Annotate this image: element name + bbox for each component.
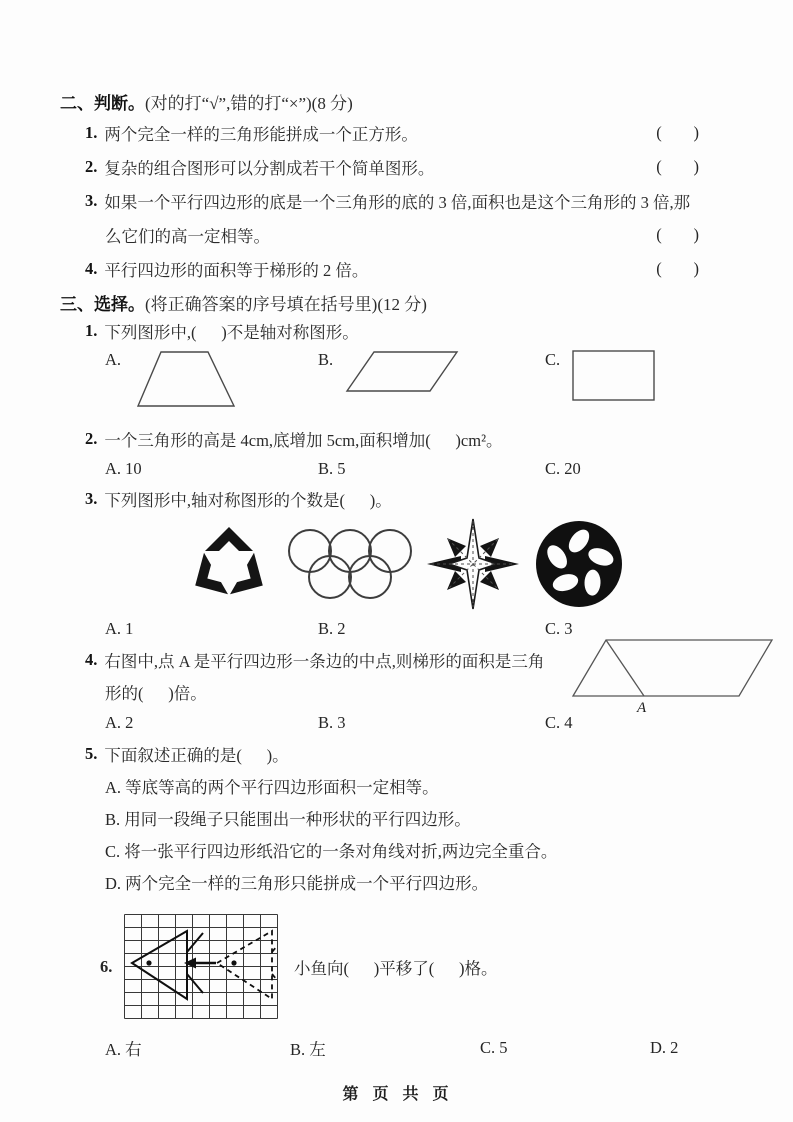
choice-q2-options xyxy=(60,454,733,484)
option-c: C. 3 xyxy=(545,619,573,638)
option-a: A. 2 xyxy=(105,713,134,732)
question-text: 平行四边形的面积等于梯形的 2 倍。 xyxy=(104,261,369,280)
option-label: C. xyxy=(545,350,561,369)
choice-q6 xyxy=(60,914,733,1019)
option-a: A. 10 xyxy=(105,459,142,478)
choice-q1-shapes xyxy=(60,348,733,424)
answer-bracket: ( ) xyxy=(656,123,700,142)
choice-q5-option-d xyxy=(60,866,733,898)
section-judgment-title: 二、判断。 xyxy=(60,93,145,113)
statement-text: B. 用同一段绳子只能围出一种形状的平行四边形。 xyxy=(105,810,471,829)
question-number: 3. xyxy=(85,191,98,210)
parallelogram-midpoint-diagram xyxy=(565,630,785,714)
section-choice-subtitle: (将正确答案的序号填在括号里)(12 分) xyxy=(145,294,427,314)
option-c: C. 20 xyxy=(545,459,581,478)
statement-text: D. 两个完全一样的三角形只能拼成一个平行四边形。 xyxy=(105,874,489,893)
statement-text: C. 将一张平行四边形纸沿它的一条对角线对折,两边完全重合。 xyxy=(105,842,558,861)
fish-translation-grid xyxy=(124,914,278,1019)
page-footer: 第 页 共 页 xyxy=(342,1086,451,1103)
judgment-item-1 xyxy=(60,116,733,150)
choice-q3-figures xyxy=(60,514,733,614)
judgment-item-4 xyxy=(60,252,733,286)
option-c: C. 5 xyxy=(480,1038,508,1057)
section-judgment-header xyxy=(60,86,733,116)
question-text: 如果一个平行四边形的底是一个三角形的底的 3 倍,面积也是这个三角形的 3 倍,那 xyxy=(104,193,691,212)
option-b: B. 5 xyxy=(318,459,346,478)
choice-q2 xyxy=(60,424,733,454)
question-text: 一个三角形的高是 4cm,底增加 5cm,面积增加( )cm²。 xyxy=(104,431,503,450)
answer-bracket: ( ) xyxy=(656,259,700,278)
question-text: 下列图形中,( )不是轴对称图形。 xyxy=(104,323,359,342)
option-b: B. 左 xyxy=(290,1040,326,1059)
diagram-point-label: A xyxy=(637,700,647,714)
pinwheel-icon xyxy=(533,518,625,610)
section-choice-header xyxy=(60,288,733,316)
question-number: 4. xyxy=(85,259,98,278)
option-label: B. xyxy=(318,350,334,369)
question-number: 2. xyxy=(85,429,98,448)
question-number: 5. xyxy=(85,744,98,763)
choice-q6-options xyxy=(60,1033,733,1063)
question-text: 下面叙述正确的是( )。 xyxy=(104,746,289,765)
judgment-item-2 xyxy=(60,150,733,184)
option-b-shape xyxy=(318,348,545,396)
olympic-rings-icon xyxy=(285,523,419,605)
answer-bracket: ( ) xyxy=(656,225,700,244)
option-d: D. 2 xyxy=(650,1038,679,1057)
question-text-continued: 么它们的高一定相等。 xyxy=(105,227,270,246)
question-number: 4. xyxy=(85,650,98,669)
question-number: 3. xyxy=(85,489,98,508)
question-number: 1. xyxy=(85,123,98,142)
choice-q5 xyxy=(60,738,733,770)
compass-star-icon xyxy=(425,516,521,612)
choice-q5-option-b xyxy=(60,802,733,834)
recycle-icon xyxy=(185,519,273,609)
question-text: 下列图形中,轴对称图形的个数是( )。 xyxy=(104,491,392,510)
statement-text: A. 等底等高的两个平行四边形面积一定相等。 xyxy=(105,778,439,797)
option-a: A. 右 xyxy=(105,1040,142,1059)
option-a-shape xyxy=(105,348,318,410)
question-text: 右图中,点 A 是平行四边形一条边的中点,则梯形的面积是三角 xyxy=(104,652,545,671)
option-b: B. 3 xyxy=(318,713,346,732)
question-text: 两个完全一样的三角形能拼成一个正方形。 xyxy=(104,125,418,144)
section-choice-title: 三、选择。 xyxy=(60,294,145,314)
choice-q5-option-a xyxy=(60,770,733,802)
question-number: 1. xyxy=(85,321,98,340)
option-c-shape xyxy=(545,348,733,404)
option-a: A. 1 xyxy=(105,619,134,638)
section-judgment-subtitle: (对的打“√”,错的打“×”)(8 分) xyxy=(145,93,353,113)
choice-q1 xyxy=(60,316,733,346)
choice-q5-option-c xyxy=(60,834,733,866)
question-number: 2. xyxy=(85,157,98,176)
judgment-item-3-line2 xyxy=(60,218,733,252)
question-text: 复杂的组合图形可以分割成若干个简单图形。 xyxy=(104,159,435,178)
answer-bracket: ( ) xyxy=(656,157,700,176)
option-b: B. 2 xyxy=(318,619,346,638)
question-text: 小鱼向( )平移了( )格。 xyxy=(294,958,498,978)
trapezoid-figure xyxy=(131,348,241,410)
parallelogram-figure xyxy=(343,348,461,396)
question-number: 6. xyxy=(100,956,113,976)
option-c: C. 4 xyxy=(545,713,573,732)
question-text-continued: 形的( )倍。 xyxy=(105,684,207,703)
option-label: A. xyxy=(105,350,122,369)
judgment-item-3-line1 xyxy=(60,184,733,218)
choice-q3 xyxy=(60,484,733,514)
rectangle-figure xyxy=(570,348,658,404)
choice-q4 xyxy=(60,644,733,714)
